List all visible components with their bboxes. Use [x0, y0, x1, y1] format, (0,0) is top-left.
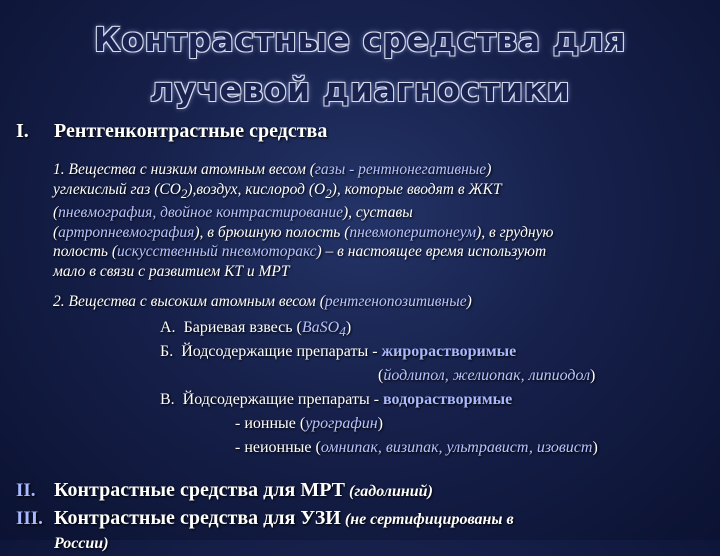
list-marker: А.: [160, 319, 176, 336]
text-fragment: ), в грудную: [476, 223, 554, 241]
page-title-line2: лучевой диагностики: [149, 70, 571, 109]
text-fragment: 2. Вещества с высоким атомным весом (: [53, 293, 325, 310]
emphasis-text: водорастворимые: [383, 391, 513, 408]
text-fragment: ): [345, 319, 352, 336]
list-marker: Б.: [160, 343, 174, 360]
text-fragment: ) – в настоящее время используют: [316, 243, 547, 261]
text-fragment: (: [53, 204, 59, 222]
text-fragment: (: [53, 223, 59, 241]
text-fragment: углекислый газ (СО: [53, 180, 181, 198]
section-3-numeral: III.: [16, 508, 43, 529]
text-fragment: ), в брюшную полость (: [194, 223, 350, 241]
section-3-note-continued: [54, 530, 109, 556]
section-2-numeral: II.: [16, 480, 36, 501]
ionic-line: [235, 414, 383, 434]
text-fragment: ): [592, 439, 598, 456]
list-item-a: [160, 318, 351, 342]
text-fragment: ): [466, 293, 472, 310]
highlight-text: артропневмография: [58, 223, 195, 241]
section-3-note: не сертифицированы в: [350, 511, 514, 528]
section-1-numeral: I.: [16, 120, 29, 142]
item-1-paragraph: [53, 160, 703, 281]
section-1-heading: [16, 120, 327, 143]
item-2-paragraph: [53, 292, 703, 312]
highlight-text: рентгенопозитивные: [324, 293, 467, 310]
text-fragment: ),воздух, кислород (О: [187, 180, 326, 198]
highlight-text: пневмография, двойное контрастирование: [58, 204, 343, 222]
highlight-text: пневмоперитонеум: [349, 223, 477, 241]
text-fragment: 1. Вещества с низким атомным весом (: [53, 161, 315, 178]
list-item-v: [160, 390, 512, 410]
drug-names: йодлипол, желиопак, липиодол: [383, 367, 591, 384]
emphasis-text: жирорастворимые: [381, 343, 517, 360]
list-item-b-examples: [378, 366, 595, 386]
text-fragment: (: [340, 511, 351, 528]
text-fragment: ): [427, 483, 433, 500]
text-fragment: Йодсодержащие препараты -: [181, 343, 382, 360]
section-2-note: гадолиний: [354, 483, 428, 500]
section-3-title: Контрастные средства для УЗИ: [54, 507, 341, 529]
text-fragment: (: [345, 483, 355, 500]
section-1-title: Рентгенконтрастные средства: [54, 120, 328, 142]
section-3-note-cont: России): [54, 535, 109, 552]
drug-names: омнипак, визипак, ультравист, изовист: [320, 439, 593, 456]
text-fragment: полость (: [53, 243, 117, 261]
text-fragment: - неионные (: [235, 439, 321, 456]
text-fragment: - ионные (: [235, 415, 306, 432]
text-fragment: ), которые вводят в ЖКТ: [331, 180, 502, 198]
text-fragment: ): [486, 161, 492, 178]
text-fragment: (: [378, 367, 384, 384]
chemical-formula: BaSO: [301, 319, 340, 336]
page-title-line1: Контрастные средства для: [93, 20, 627, 59]
section-3-heading: [16, 506, 514, 532]
nonionic-line: [235, 438, 598, 458]
text-fragment: Йодсодержащие препараты -: [182, 391, 384, 408]
highlight-text: искусственный пневмоторакс: [116, 243, 317, 261]
highlight-text: газы - рентнонегативные: [314, 161, 487, 178]
text-fragment: ): [590, 367, 596, 384]
section-2-title: Контрастные средства для МРТ: [54, 479, 346, 501]
text-fragment: мало в связи с развитием КТ и МРТ: [53, 262, 290, 280]
subscript: 4: [339, 324, 346, 340]
subscript: 2: [325, 185, 332, 201]
section-2-heading: [16, 478, 433, 504]
text-fragment: ): [377, 415, 383, 432]
text-fragment: Бариевая взвесь (: [183, 319, 302, 336]
list-item-b: [160, 342, 516, 362]
subscript: 2: [180, 185, 188, 201]
drug-names: урографин: [305, 415, 378, 432]
text-fragment: ), суставы: [342, 204, 413, 222]
list-marker: В.: [160, 391, 175, 408]
